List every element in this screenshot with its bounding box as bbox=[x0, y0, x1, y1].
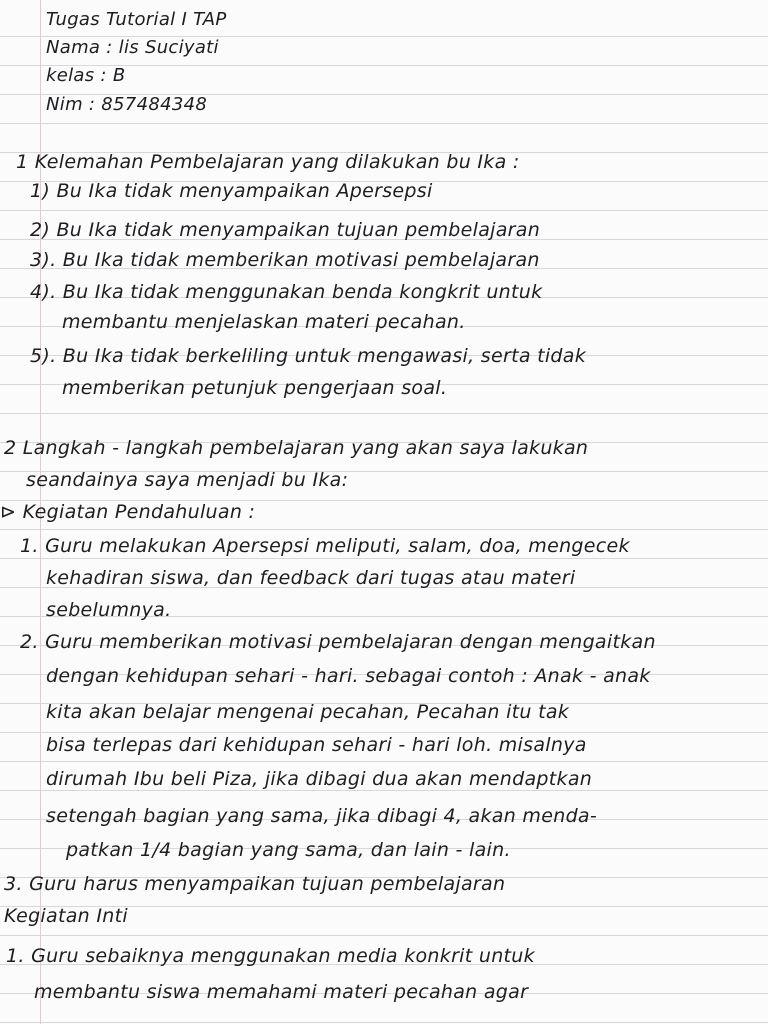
intro-line: kita akan belajar mengenai pecahan, Pecahan itu tak bbox=[46, 701, 570, 723]
intro-line: patkan 1/4 bagian yang sama, dan lain - lain. bbox=[66, 839, 511, 861]
assignment-title: Tugas Tutorial I TAP bbox=[46, 9, 227, 30]
core-line: membantu siswa memahami materi pecahan agar bbox=[34, 981, 529, 1003]
q1-item: 5). Bu Ika tidak berkeliling untuk mengawasi, serta tidak bbox=[30, 345, 587, 367]
intro-line: setengah bagian yang sama, jika dibagi 4, akan menda- bbox=[46, 805, 598, 827]
q1-item: membantu menjelaskan materi pecahan. bbox=[62, 311, 466, 333]
student-name: Nama : lis Suciyati bbox=[46, 37, 219, 58]
section-heading-intro: ⊳ Kegiatan Pendahuluan : bbox=[0, 501, 256, 523]
q1-item: 2) Bu Ika tidak menyampaikan tujuan pembelajaran bbox=[30, 219, 541, 241]
core-line: 1. Guru sebaiknya menggunakan media konkrit untuk bbox=[6, 945, 535, 967]
intro-line: 3. Guru harus menyampaikan tujuan pembelajaran bbox=[4, 873, 506, 895]
q1-item: 3). Bu Ika tidak memberikan motivasi pembelajaran bbox=[30, 249, 540, 271]
q1-item: 1) Bu Ika tidak menyampaikan Apersepsi bbox=[30, 180, 433, 202]
q1-item: 4). Bu Ika tidak menggunakan benda kongkrit untuk bbox=[30, 281, 543, 303]
intro-line: bisa terlepas dari kehidupan sehari - hari loh. misalnya bbox=[46, 734, 587, 756]
q2-heading: seandainya saya menjadi bu Ika: bbox=[26, 469, 349, 491]
intro-line: 1. Guru melakukan Apersepsi meliputi, salam, doa, mengecek bbox=[20, 535, 630, 557]
intro-line: dengan kehidupan sehari - hari. sebagai contoh : Anak - anak bbox=[46, 665, 651, 687]
intro-line: 2. Guru memberikan motivasi pembelajaran dengan mengaitkan bbox=[20, 631, 656, 653]
intro-line: sebelumnya. bbox=[46, 599, 172, 621]
intro-line: kehadiran siswa, dan feedback dari tugas atau materi bbox=[46, 567, 576, 589]
section-heading-core: Kegiatan Inti bbox=[4, 905, 128, 927]
bullet-icon: ⊳ bbox=[0, 501, 23, 523]
student-nim: Nim : 857484348 bbox=[46, 94, 208, 115]
q1-heading: 1 Kelemahan Pembelajaran yang dilakukan bu Ika : bbox=[16, 151, 520, 173]
student-class: kelas : B bbox=[46, 65, 126, 86]
q2-heading: 2 Langkah - langkah pembelajaran yang akan saya lakukan bbox=[4, 437, 589, 459]
intro-line: dirumah Ibu beli Piza, jika dibagi dua akan mendaptkan bbox=[46, 768, 593, 790]
q1-item: memberikan petunjuk pengerjaan soal. bbox=[62, 377, 448, 399]
